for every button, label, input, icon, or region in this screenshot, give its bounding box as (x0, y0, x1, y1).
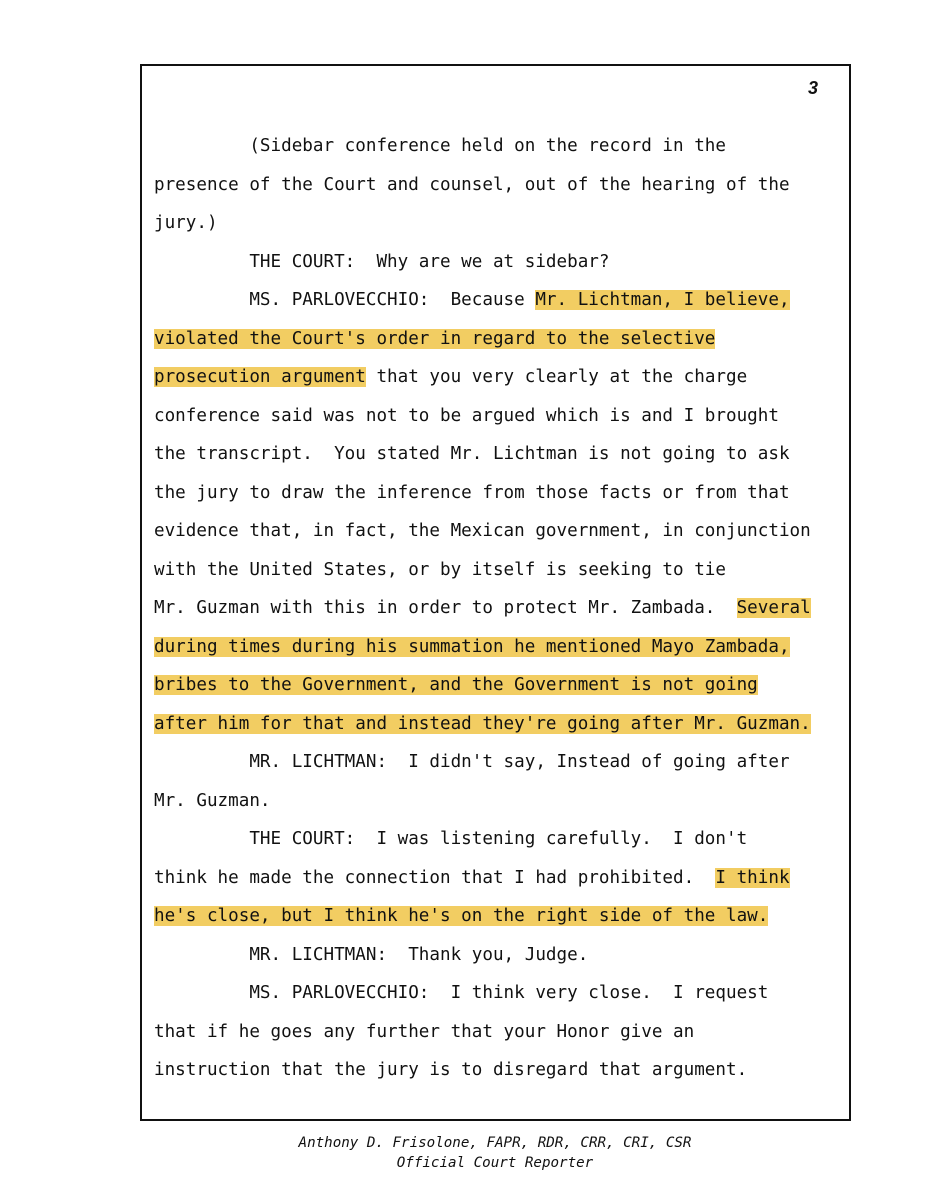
transcript-text: MR. LICHTMAN: Thank you, Judge. (154, 944, 589, 965)
transcript-line (154, 974, 844, 1013)
transcript-text: instruction that the jury is to disregard that argument. (154, 1060, 748, 1080)
transcript-line (154, 320, 844, 359)
highlighted-text: violated the Court's order in regard to the selective (154, 328, 716, 349)
transcript-text: THE COURT: I was listening carefully. I don't (154, 829, 748, 849)
transcript-text: MR. LICHTMAN: I didn't say, Instead of going after (154, 752, 790, 772)
highlighted-text: he's close, but I think he's on the right side of the law. (154, 906, 769, 926)
transcript-text: jury.) (154, 213, 218, 233)
transcript-line (154, 666, 844, 705)
transcript-line (154, 782, 844, 821)
page-footer (0, 1133, 927, 1173)
transcript-line (154, 589, 844, 628)
transcript-line (154, 358, 844, 397)
transcript-text: think he made the connection that I had prohibited. (154, 867, 716, 888)
page-number: 3 (808, 78, 819, 98)
transcript-line (154, 127, 844, 166)
highlighted-text: during times during his summation he mentioned Mayo Zambada, (154, 636, 790, 657)
transcript-text: evidence that, in fact, the Mexican government, in conjunction (154, 521, 811, 541)
transcript-line (154, 820, 844, 859)
transcript-line (154, 281, 844, 320)
highlighted-text: after him for that and instead they're going after Mr. Guzman. (154, 713, 811, 734)
transcript-line (154, 243, 844, 282)
transcript-line (154, 166, 844, 205)
transcript-text: presence of the Court and counsel, out of the hearing of the (154, 174, 790, 195)
transcript-text: with the United States, or by itself is seeking to tie (154, 559, 726, 580)
transcript-text: (Sidebar conference held on the record in the (154, 136, 726, 156)
transcript-line (154, 628, 844, 667)
transcript-text: conference said was not to be argued which is and I brought (154, 405, 779, 426)
highlighted-text: bribes to the Government, and the Government is not going (154, 675, 758, 695)
transcript-line (154, 1051, 844, 1090)
transcript-text: the jury to draw the inference from those facts or from that (154, 482, 790, 503)
transcript-line (154, 897, 844, 936)
transcript-text: the transcript. You stated Mr. Lichtman is not going to ask (154, 444, 790, 464)
footer-reporter-name: Anthony D. Frisolone, FAPR, RDR, CRR, CRI, CSR (298, 1135, 692, 1151)
transcript-line (154, 859, 844, 898)
transcript-line (154, 512, 844, 551)
highlighted-text: I think (715, 867, 790, 888)
transcript-body (154, 127, 844, 1090)
highlighted-text: Several (736, 598, 811, 618)
transcript-line (154, 435, 844, 474)
transcript-text: THE COURT: Why are we at sidebar? (154, 251, 610, 272)
transcript-text: MS. PARLOVECCHIO: Because (154, 290, 536, 310)
transcript-line (154, 474, 844, 513)
transcript-text: Mr. Guzman. (154, 790, 271, 811)
transcript-text: that you very clearly at the charge (365, 367, 748, 387)
highlighted-text: prosecution argument (154, 367, 366, 387)
transcript-line (154, 936, 844, 975)
transcript-text: Mr. Guzman with this in order to protect Mr. Zambada. (154, 598, 737, 618)
transcript-text: MS. PARLOVECCHIO: I think very close. I request (154, 983, 769, 1003)
transcript-line (154, 551, 844, 590)
transcript-line (154, 1013, 844, 1052)
transcript-line (154, 743, 844, 782)
transcript-line (154, 204, 844, 243)
transcript-line (154, 705, 844, 744)
highlighted-text: Mr. Lichtman, I believe, (535, 290, 790, 310)
transcript-text: that if he goes any further that your Honor give an (154, 1021, 695, 1042)
footer-reporter-title: Official Court Reporter (396, 1155, 594, 1171)
transcript-line (154, 397, 844, 436)
